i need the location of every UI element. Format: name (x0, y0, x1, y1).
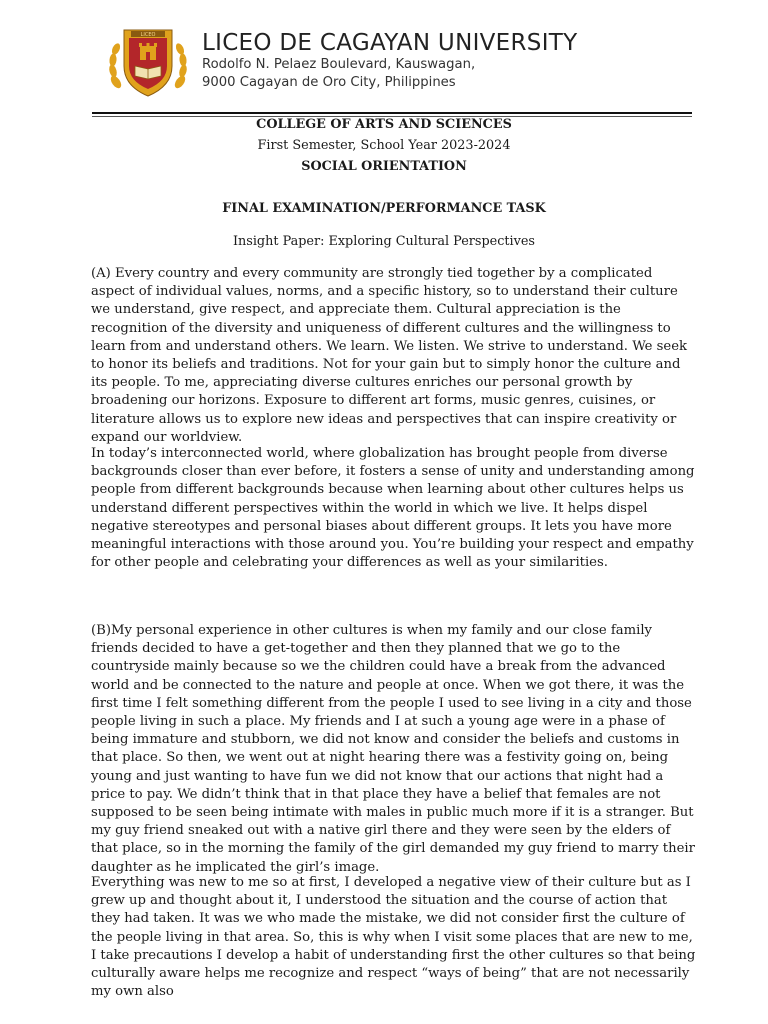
paragraph-text: (A) Every country and every community are strongly tied together by a complicated aspect of individual values, norms, and a specific history, so to understand their culture we understand, give respect, and appreciate them. Cultural appreciation is the recognition of the diversity and uniqueness of different cultures and the willingness to learn from and understand others. We learn. We listen. We strive to understand. We seek to honor its beliefs and traditions. Not for your gain but to simply honor the culture and its people. To me, appreciating diverse cultures enriches our personal growth by broadening our horizons. Exposure to different art forms, music genres, cuisines, or literature allows us to explore new ideas and perspectives that can inspire creativity or expand our worldview. (91, 266, 688, 445)
university-info (202, 30, 577, 92)
paragraph-globalization (91, 445, 697, 572)
header-rule (92, 112, 692, 114)
paragraph-a (91, 265, 697, 447)
paragraph-text: Everything was new to me so at first, I developed a negative view of their culture but as I grew up and thought about it, I understood the situation and the course of action that they had taken. It was we who made the mistake, we did not consider first the culture of the people living in that area. So, this is why when I visit some places that are new to me, I take precautions I develop a habit of understanding first the other cultures so that being culturally aware helps me recognize and respect “ways of being” that are not necessarily my own also (91, 875, 696, 1000)
paragraph-text: (B)My personal experience in other cultures is when my family and our close family friends decided to have a get-together and then they planned that we go to the countryside mainly because so we the children could have a break from the advanced world and be connected to the nature and people at once. When we got there, it was the first time I felt something different from the people I used to see living in a city and those people living in such a place. My friends and I at such a young age were in a phase of being immature and stubborn, we did not know and consider the beliefs and customs in that place. So then, we went out at night hearing there was a festivity going on, being young and just wanting to have fun we did not know that our actions that night had a price to pay. We didn’t think that in that place they have a belief that females are not supposed to be seen being intimate with males in public much more if it is a stranger. But my guy friend sneaked out with a native girl there and they were seen by the elders of that place, so in the morning the family of the girl demanded my guy friend to marry their daughter as he implicated the girl’s image. (91, 623, 695, 875)
paragraph-text: In today’s interconnected world, where globalization has brought people from diverse backgrounds closer than ever before, it fosters a sense of unity and understanding among people from different backgrounds because when learning about other cultures helps us understand different perspectives within the world in which we live. It helps dispel negative stereotypes and personal biases about different groups. It lets you have more meaningful interactions with those around you. You’re building your respect and empathy for other people and celebrating your differences as well as your similarities. (91, 446, 695, 571)
address-line-2: 9000 Cagayan de Oro City, Philippines (202, 75, 456, 90)
college-heading: COLLEGE OF ARTS AND SCIENCES (256, 117, 512, 132)
letterhead (100, 24, 700, 104)
course-heading: SOCIAL ORIENTATION (301, 159, 467, 174)
university-seal-icon (104, 26, 192, 98)
university-name: LICEO DE CAGAYAN UNIVERSITY (202, 30, 578, 56)
paragraph-b (91, 622, 697, 877)
exam-title: FINAL EXAMINATION/PERFORMANCE TASK (222, 201, 546, 216)
paragraph-reflection (91, 874, 697, 1001)
svg-text:LICEO: LICEO (140, 32, 156, 38)
semester-line: First Semester, School Year 2023-2024 (257, 138, 511, 153)
address-line-1: Rodolfo N. Pelaez Boulevard, Kauswagan, (202, 57, 476, 72)
paper-title: Insight Paper: Exploring Cultural Perspectives (232, 234, 536, 249)
